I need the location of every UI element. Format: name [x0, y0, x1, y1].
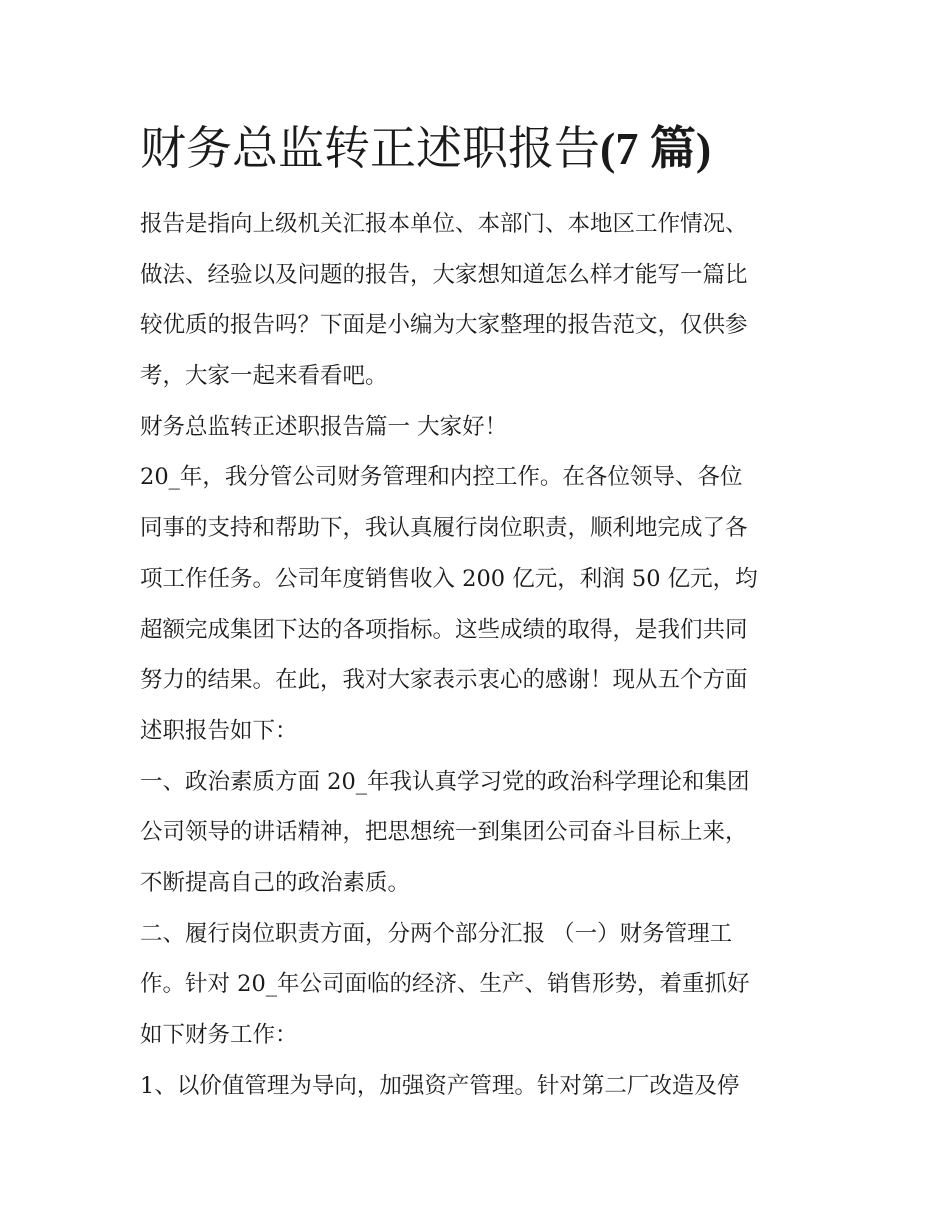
- body-line: 二、履行岗位职责方面，分两个部分汇报 （一）财务管理工: [140, 920, 733, 947]
- body-line: 不断提高自己的政治素质。: [140, 869, 411, 896]
- body-line: 1、以价值管理为导向，加强资产管理。针对第二厂改造及停: [140, 1072, 740, 1099]
- body-line: 20_年，我分管公司财务管理和内控工作。在各位领导、各位: [140, 464, 743, 491]
- body-line: 做法、经验以及问题的报告，大家想知道怎么样才能写一篇比: [140, 261, 748, 288]
- body-line: 述职报告如下：: [140, 717, 298, 744]
- body-line: 超额完成集团下达的各项指标。这些成绩的取得，是我们共同: [140, 616, 748, 643]
- body-line: 一、政治素质方面 20_年我认真学习党的政治科学理论和集团: [140, 768, 750, 795]
- body-line: 报告是指向上级机关汇报本单位、本部门、本地区工作情况、: [140, 211, 748, 237]
- document-title: [140, 118, 840, 179]
- body-line: 较优质的报告吗？下面是小编为大家整理的报告范文，仅供参: [140, 312, 748, 339]
- body-line: 努力的结果。在此，我对大家表示衷心的感谢！现从五个方面: [140, 667, 748, 694]
- body-line: 财务总监转正述职报告篇一 大家好！: [140, 413, 508, 440]
- document-body: [140, 199, 820, 1111]
- body-line: 同事的支持和帮助下，我认真履行岗位职责，顺利地完成了各: [140, 515, 748, 542]
- title-main-text: 财务总监转正述职报告: [140, 121, 600, 175]
- title-count-text: (7 篇): [600, 123, 712, 174]
- body-line: 公司领导的讲话精神，把思想统一到集团公司奋斗目标上来，: [140, 819, 748, 846]
- body-line: 如下财务工作：: [140, 1022, 298, 1048]
- body-line: 项工作任务。公司年度销售收入 200 亿元，利润 50 亿元，均: [140, 565, 758, 592]
- body-line: 考，大家一起来看看吧。: [140, 363, 388, 390]
- body-line: 作。针对 20_年公司面临的经济、生产、销售形势，着重抓好: [140, 971, 750, 998]
